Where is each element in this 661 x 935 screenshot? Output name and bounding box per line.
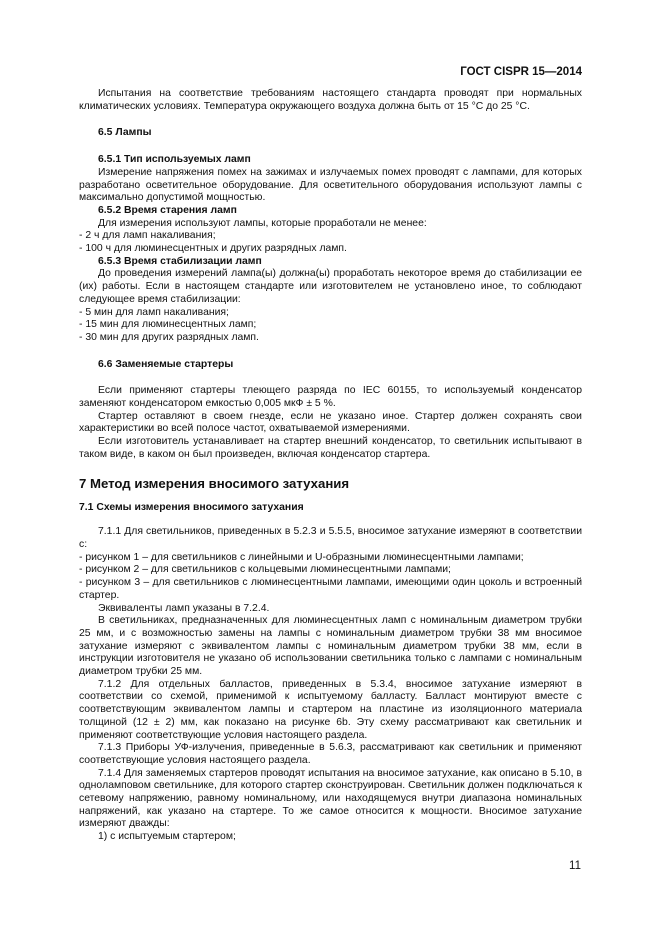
paragraph: 7.1.3 Приборы УФ-излучения, приведенные в 5.6.3, рассматривают как светильник и применяют соответствующие условия настоящего раздела. bbox=[79, 742, 582, 766]
section-heading: 7.1 Схемы измерения вносимого затухания bbox=[79, 501, 304, 513]
paragraph: Измерение напряжения помех на зажимах и излучаемых помех проводят с лампами, для которых разработано осветительное оборудование. Для осветительного оборудования используют лампы с максимально допустимой мощностью. bbox=[79, 166, 582, 204]
subsection-heading: 6.5.1 Тип используемых ламп bbox=[98, 154, 251, 166]
subsection-heading: 6.5.3 Время стабилизации ламп bbox=[98, 255, 262, 267]
chapter-heading: 7 Метод измерения вносимого затухания bbox=[79, 475, 350, 491]
paragraph: 7.1.1 Для светильников, приведенных в 5.2.3 и 5.5.5, вносимое затухание измеряют в соответствии с: bbox=[79, 526, 582, 550]
paragraph: Испытания на соответствие требованиям настоящего стандарта проводят при нормальных климатических условиях. Температура окружающего воздуха должна быть от 15 °С до 25 °С. bbox=[79, 88, 582, 112]
list-item: - 5 мин для ламп накаливания; bbox=[79, 306, 229, 318]
document-header: ГОСТ CISPR 15—2014 bbox=[460, 66, 582, 78]
list-item: 1) с испытуемым стартером; bbox=[98, 831, 236, 843]
list-item: - 15 мин для люминесцентных ламп; bbox=[79, 319, 257, 331]
list-item: - рисунком 2 – для светильников с кольцевыми люминесцентными лампами; bbox=[79, 564, 451, 576]
paragraph: В светильниках, предназначенных для люминесцентных ламп с номинальным диаметром трубки 25 мм, и с возможностью замены на лампы с номинальным диаметром трубки 38 мм вносимое затухание измеряют с эквивалентом лампы с номинальным диаметром трубки 38 мм, если в инструкции изготовителя не указано об использовании светильника только с лампами с номинальным диаметром трубки 25 мм. bbox=[79, 615, 582, 678]
paragraph: Для измерения используют лампы, которые проработали не менее: bbox=[98, 217, 427, 229]
paragraph: До проведения измерений лампа(ы) должна(ы) проработать некоторое время до стабилизации ее (их) работы. Если в настоящем стандарте или изготовителем не установлено иное, то соблюдают следующее время стабилизации: bbox=[79, 268, 582, 305]
subsection-heading: 6.5.2 Время старения ламп bbox=[98, 204, 237, 216]
list-item: - 100 ч для люминесцентных и других разрядных ламп. bbox=[79, 243, 347, 255]
paragraph: Стартер оставляют в своем гнезде, если не указано иное. Стартер должен сохранять свои характеристики во всей полосе частот, охватываемой измерениями. bbox=[79, 410, 582, 435]
paragraph: 7.1.2 Для отдельных балластов, приведенных в 5.3.4, вносимое затухание измеряют в соответствии со схемой, применимой к испытуемому балласту. Балласт монтируют вместе с соответствующим эквивалентом лампы и стартером на пластине из изоляционного материала толщиной (12 ± 2) мм, как показано на рисунке 6b. Эту схему рассматривают как светильник и применяют соответствующие условия настоящего раздела. bbox=[79, 678, 582, 741]
paragraph: Если изготовитель устанавливает на стартер внешний конденсатор, то светильник испытывают в таком виде, в каком он был произведен, включая конденсатор стартера. bbox=[79, 436, 582, 460]
section-heading: 6.6 Заменяемые стартеры bbox=[98, 358, 234, 370]
list-item: - 2 ч для ламп накаливания; bbox=[79, 230, 216, 242]
paragraph: Эквиваленты ламп указаны в 7.2.4. bbox=[98, 602, 270, 614]
list-item: - рисунком 3 – для светильников с люминесцентными лампами, имеющими один цоколь и встроенный стартер. bbox=[79, 577, 582, 601]
paragraph: Если применяют стартеры тлеющего разряда по IEC 60155, то используемый конденсатор заменяют конденсатором емкостью 0,005 мкФ ± 5 %. bbox=[79, 385, 582, 410]
paragraph: 7.1.4 Для заменяемых стартеров проводят испытания на вносимое затухание, как описано в 5.10, в однoламповом светильнике, для которого стартер сконструирован. Светильник должен подключаться к сетевому напряжению, равному номинальному, или находящемуся внутри диапазона номинальных напряжений, как указано на стартере. То же самое относится к мощности. Вносимое затухание измеряют дважды: bbox=[79, 767, 582, 830]
page-number: 11 bbox=[569, 860, 581, 872]
page-content bbox=[79, 88, 582, 844]
list-item: - рисунком 1 – для светильников с линейными и U-образными люминесцентными лампами; bbox=[79, 551, 524, 563]
list-item: - 30 мин для других разрядных ламп. bbox=[79, 331, 259, 343]
section-heading: 6.5 Лампы bbox=[98, 127, 152, 139]
